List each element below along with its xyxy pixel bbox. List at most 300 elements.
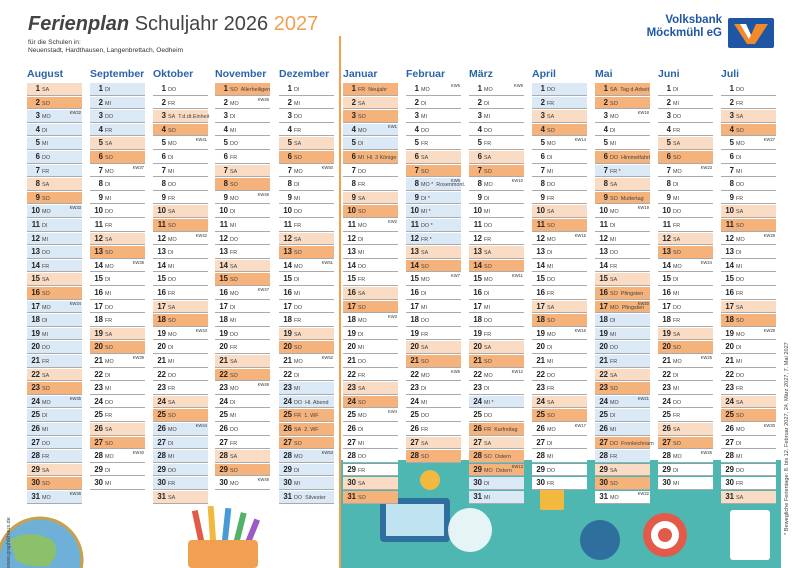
day-number: 29 [219, 464, 228, 474]
weekday: DO [547, 467, 556, 474]
day-number: 24 [662, 396, 671, 406]
weekday: SO [294, 155, 302, 161]
day-row [595, 97, 650, 110]
weekday: SA [230, 263, 238, 270]
day-number: 24 [157, 396, 166, 406]
day-number: 16 [725, 288, 734, 297]
day-number: 23 [473, 383, 482, 393]
week-number: KW24 [700, 259, 712, 265]
day-number: 23 [536, 383, 545, 393]
day-row [343, 165, 398, 178]
day-number: 30 [725, 478, 734, 488]
weekday: SA [610, 277, 618, 284]
weekday: MI * [421, 209, 431, 216]
weekday: MO [358, 413, 367, 420]
day-number: 10 [662, 206, 671, 216]
day-number: 24 [536, 396, 545, 406]
day-row [90, 287, 145, 300]
brand-name [636, 14, 722, 40]
day-row [343, 314, 398, 327]
day-number: 24 [725, 396, 734, 406]
day-number: 21 [219, 356, 228, 365]
week-number: KW18 [637, 110, 649, 116]
day-number: 19 [219, 328, 228, 338]
day-number: 17 [473, 301, 482, 311]
weekday: MO [230, 291, 239, 297]
week-number: KW38 [132, 259, 144, 265]
weekday: MO [294, 454, 303, 461]
week-number: KW53 [321, 450, 333, 456]
day-number: 12 [410, 233, 419, 243]
day-number: 2 [414, 97, 419, 107]
week-number: KW52 [321, 355, 333, 360]
weekday: FR [358, 182, 366, 189]
weekday: MI [736, 359, 742, 365]
day-number: 9 [414, 192, 419, 202]
day-list [532, 83, 587, 491]
weekday: MI [105, 291, 111, 297]
day-number: 28 [283, 451, 292, 461]
day-row [90, 437, 145, 450]
day-number: 19 [410, 328, 419, 338]
day-number: 5 [287, 138, 292, 148]
day-number: 4 [223, 124, 228, 134]
weekday: FR [294, 318, 302, 325]
day-number: 8 [414, 179, 419, 189]
day-number: 6 [729, 152, 734, 161]
day-row [532, 192, 587, 205]
day-number: 21 [599, 356, 608, 365]
day-number: 1 [540, 84, 545, 93]
weekday: MI [736, 263, 742, 270]
day-row [406, 396, 461, 409]
weekday: DO [230, 141, 239, 148]
weekday: MI [294, 481, 300, 488]
day-number: 1 [729, 84, 734, 93]
day-row [406, 83, 461, 96]
day-row [595, 260, 650, 273]
day-number: 24 [599, 396, 608, 406]
day-number: 14 [31, 260, 40, 270]
day-row [343, 97, 398, 110]
day-number: 25 [599, 410, 608, 420]
weekday: SO [168, 318, 176, 325]
day-number: 6 [223, 152, 228, 161]
day-number: 27 [536, 437, 545, 447]
day-row [532, 423, 587, 436]
day-number: 2 [223, 97, 228, 107]
weekday: SO [230, 277, 238, 284]
weekday: MI [42, 236, 48, 243]
day-row [27, 205, 82, 218]
weekday: SA [547, 114, 555, 121]
weekday: MI [105, 100, 111, 107]
weekday: SO [358, 399, 366, 406]
weekday: SO [673, 345, 681, 352]
day-number: 2 [540, 97, 545, 107]
day-row [406, 151, 461, 164]
weekday: MI [168, 168, 174, 175]
month-column [406, 68, 466, 464]
weekday: MO [294, 168, 303, 175]
day-row [406, 314, 461, 327]
weekday: FR [610, 454, 618, 461]
day-row [279, 205, 334, 218]
week-number: KW25 [700, 355, 712, 360]
day-row [215, 151, 270, 164]
weekday: MI [610, 236, 616, 243]
weekday: MO [358, 127, 367, 134]
day-number: 29 [347, 464, 356, 474]
month-name: Juni [658, 68, 680, 80]
day-number: 13 [473, 247, 482, 257]
weekday: DI [105, 372, 111, 379]
day-number: 20 [219, 342, 228, 352]
weekday: FR [610, 359, 618, 365]
day-row [90, 464, 145, 477]
day-row [27, 110, 82, 123]
weekday: MO [294, 263, 303, 270]
day-list [595, 83, 654, 505]
weekday: SO [547, 223, 555, 229]
weekday: MI [358, 440, 364, 447]
day-row [343, 409, 398, 422]
month-name: Dezember [279, 68, 330, 80]
weekday: DI [736, 440, 742, 447]
day-number: 7 [351, 165, 356, 175]
day-number: 31 [347, 492, 356, 501]
day-row [469, 246, 524, 259]
day-number: 7 [477, 165, 482, 175]
day-number: 11 [157, 220, 166, 229]
day-row [721, 382, 776, 395]
day-row [595, 273, 650, 286]
weekday: MI [294, 291, 300, 297]
weekday: DI [673, 467, 679, 474]
day-number: 3 [223, 111, 228, 121]
week-number: KW13 [511, 463, 523, 469]
day-row [215, 355, 270, 368]
day-number: 24 [94, 396, 103, 406]
weekday: DI [673, 87, 679, 93]
day-row [279, 273, 334, 286]
day-number: 13 [599, 247, 608, 257]
day-number: 26 [599, 424, 608, 433]
day-number: 4 [477, 124, 482, 134]
day-number: 9 [477, 192, 482, 202]
weekday: DI [484, 386, 490, 393]
day-row [532, 328, 587, 341]
day-number: 11 [410, 220, 419, 229]
weekday: DI [42, 318, 48, 325]
day-row [27, 314, 82, 327]
day-number: 17 [347, 301, 356, 311]
day-number: 16 [219, 288, 228, 297]
weekday: DO [547, 87, 556, 93]
day-row [215, 301, 270, 314]
weekday: DI [230, 304, 236, 311]
day-number: 7 [603, 165, 608, 175]
day-row [721, 423, 776, 436]
weekday: DO [294, 304, 303, 311]
weekday: MI [421, 304, 427, 311]
weekday: FR [230, 250, 238, 257]
weekday: SO [673, 250, 681, 257]
day-row [658, 233, 713, 246]
day-row [27, 178, 82, 191]
day-row [469, 382, 524, 395]
day-row [406, 423, 461, 436]
weekday: SA [358, 291, 366, 297]
day-list [721, 83, 776, 505]
day-number: 10 [283, 206, 292, 216]
day-row [595, 355, 650, 368]
day-number: 28 [725, 451, 734, 461]
day-row [215, 246, 270, 259]
weekday: FR [358, 277, 366, 284]
day-number: 23 [219, 383, 228, 393]
weekday: DI [673, 182, 679, 189]
week-number: KW47 [257, 287, 269, 292]
weekday: FR [421, 141, 429, 148]
weekday: DI [484, 291, 490, 297]
day-row [658, 314, 713, 327]
weekday: FR [484, 427, 492, 433]
weekday: DO [484, 318, 493, 325]
day-row [27, 341, 82, 354]
weekday: SA [484, 440, 492, 447]
weekday: SO [105, 345, 113, 352]
weekday: SA [673, 331, 681, 338]
weekday: MO [168, 427, 177, 433]
day-row [406, 137, 461, 150]
day-number: 13 [347, 247, 356, 257]
day-row [153, 396, 208, 409]
weekday: DI [230, 114, 236, 121]
weekday: FR [547, 195, 555, 202]
day-row [343, 450, 398, 463]
day-number: 13 [725, 247, 734, 257]
day-row [406, 97, 461, 110]
day-row [406, 287, 461, 300]
day-number: 4 [287, 124, 292, 134]
day-number: 26 [347, 424, 356, 433]
weekday: DO [168, 87, 177, 93]
day-number: 15 [410, 274, 419, 284]
weekday: DI [547, 345, 553, 352]
weekday: DI [673, 372, 679, 379]
day-row [90, 233, 145, 246]
day-row [215, 137, 270, 150]
day-number: 8 [477, 179, 482, 189]
day-number: 6 [35, 152, 40, 161]
day-number: 25 [219, 410, 228, 420]
day-number: 12 [473, 233, 482, 243]
day-row [343, 423, 398, 436]
day-row [721, 124, 776, 137]
weekday: SA [736, 209, 744, 216]
weekday: DI [484, 100, 490, 107]
weekday: DI [294, 372, 300, 379]
day-row [343, 137, 398, 150]
day-row [469, 396, 524, 409]
day-number: 25 [157, 410, 166, 420]
day-row [658, 301, 713, 314]
day-number: 9 [666, 192, 671, 202]
day-row [90, 110, 145, 123]
day-row [406, 450, 461, 463]
day-number: 20 [536, 342, 545, 352]
day-row [469, 233, 524, 246]
weekday: DO [736, 372, 745, 379]
month-name: September [90, 68, 145, 80]
weekday: MI [294, 386, 300, 393]
subtitle-line: Neuenstadt, Hardthausen, Langenbrettach, Oedheim [28, 47, 184, 54]
day-number: 29 [473, 464, 482, 474]
day-row [215, 110, 270, 123]
day-number: 27 [219, 437, 228, 447]
day-row [279, 151, 334, 164]
weekday: DI [294, 87, 300, 93]
week-number: KW33 [69, 205, 81, 211]
weekday: SA [168, 399, 176, 406]
weekday: MI [484, 304, 490, 311]
weekday: DI [358, 141, 364, 148]
weekday: MO [421, 372, 430, 379]
day-row [153, 328, 208, 341]
weekday: SA [673, 427, 681, 433]
day-number: 12 [283, 233, 292, 243]
weekday: MI [358, 155, 364, 161]
weekday: DO [358, 168, 367, 175]
weekday: DO [484, 413, 493, 420]
day-number: 16 [410, 288, 419, 297]
day-row [658, 409, 713, 422]
weekday: DO [294, 399, 303, 406]
day-row [406, 246, 461, 259]
holiday-label: Rosenmont. [436, 182, 466, 189]
weekday: SA [484, 345, 492, 352]
day-number: 3 [287, 111, 292, 121]
day-row [595, 437, 654, 450]
weekday: SO [484, 454, 492, 461]
day-row [532, 301, 587, 314]
day-number: 26 [410, 424, 419, 433]
day-row [343, 369, 398, 382]
day-row [658, 369, 713, 382]
day-row [469, 124, 524, 137]
day-number: 8 [351, 179, 356, 189]
weekday: SA [168, 495, 176, 501]
weekday: MO [484, 87, 493, 93]
weekday: DO [673, 209, 682, 216]
weekday: SO [484, 359, 492, 365]
day-row [90, 450, 145, 463]
day-row [532, 369, 587, 382]
day-number: 5 [666, 138, 671, 148]
day-number: 8 [540, 179, 545, 189]
day-row [532, 409, 587, 422]
weekday: FR [547, 386, 555, 393]
day-number: 7 [35, 165, 40, 175]
weekday: DI [358, 236, 364, 243]
day-row [595, 314, 650, 327]
weekday: DO [736, 87, 745, 93]
month-name: Januar [343, 68, 378, 80]
day-row [532, 151, 587, 164]
holiday-label: Hl. 3 Könige [367, 155, 397, 161]
weekday: SO [610, 100, 618, 107]
day-row [90, 314, 145, 327]
day-row [215, 273, 270, 286]
day-row [279, 341, 334, 354]
day-row [27, 165, 82, 178]
day-number: 3 [414, 111, 419, 121]
day-number: 22 [662, 369, 671, 379]
weekday: DO [358, 454, 367, 461]
weekday: MO [168, 331, 177, 338]
day-number: 18 [599, 315, 608, 325]
weekday: SA [610, 372, 618, 379]
week-number: KW36 [69, 491, 81, 496]
day-number: 8 [223, 179, 228, 189]
day-row [658, 97, 713, 110]
day-row [595, 124, 650, 137]
day-number: 7 [540, 165, 545, 175]
day-row [721, 165, 776, 178]
day-row [153, 97, 208, 110]
day-row [406, 178, 466, 191]
weekday: DO [610, 250, 619, 257]
day-number: 23 [347, 383, 356, 393]
weekday: SA [547, 209, 555, 216]
day-number: 14 [410, 260, 419, 270]
day-row [532, 477, 587, 490]
weekday: MI [105, 481, 111, 488]
weekday: FR [547, 100, 555, 107]
weekday: FR [358, 372, 366, 379]
month-name: November [215, 68, 267, 80]
day-number: 5 [477, 138, 482, 148]
day-row [279, 178, 334, 191]
day-number: 3 [729, 111, 734, 121]
day-number: 10 [31, 206, 40, 216]
day-number: 19 [536, 328, 545, 338]
day-row [469, 178, 524, 191]
weekday: SA [42, 87, 50, 93]
day-number: 5 [729, 138, 734, 148]
day-row [406, 437, 461, 450]
day-row [406, 382, 461, 395]
weekday: SA [230, 359, 238, 365]
day-row [658, 437, 713, 450]
day-row [215, 219, 270, 232]
day-number: 16 [283, 288, 292, 297]
weekday: SO [358, 495, 366, 501]
holiday-label: Pfingsten [621, 304, 645, 311]
day-row [658, 423, 713, 436]
weekday: DI [168, 345, 174, 352]
day-row [279, 355, 334, 368]
day-row [27, 287, 82, 300]
day-number: 15 [157, 274, 166, 284]
day-number: 18 [283, 315, 292, 325]
day-number: 2 [603, 97, 608, 107]
day-row [27, 355, 82, 368]
weekday: SO [610, 481, 618, 488]
weekday: SA [168, 304, 176, 311]
day-number: 15 [473, 274, 482, 284]
